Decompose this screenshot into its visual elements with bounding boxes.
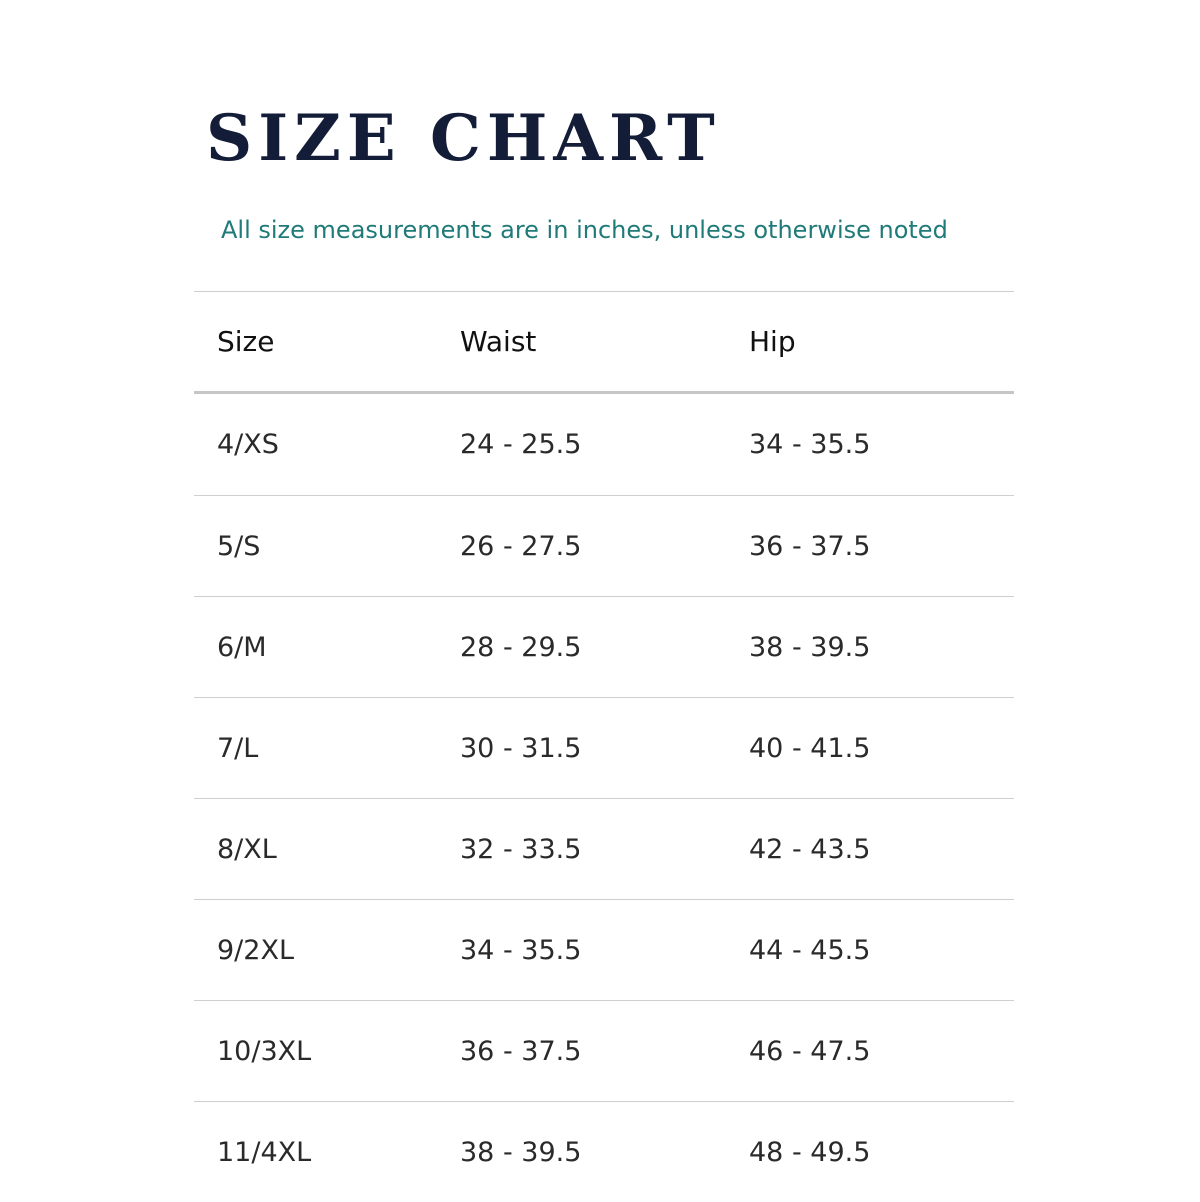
- table-row: [194, 798, 1014, 899]
- size-table: [194, 291, 1014, 1202]
- column-header-size: Size: [217, 325, 275, 358]
- table-header-row: [194, 291, 1014, 394]
- size-cell: 10/3XL: [217, 1035, 312, 1067]
- waist-cell: 24 - 25.5: [460, 429, 582, 460]
- hip-cell: 46 - 47.5: [749, 1035, 871, 1067]
- waist-cell: 30 - 31.5: [460, 732, 582, 764]
- waist-cell: 36 - 37.5: [460, 1035, 582, 1067]
- hip-cell: 34 - 35.5: [749, 429, 871, 460]
- waist-cell: 32 - 33.5: [460, 833, 582, 865]
- size-cell: 5/S: [217, 530, 261, 562]
- table-row: [194, 1000, 1014, 1101]
- column-header-hip: Hip: [749, 325, 796, 358]
- waist-cell: 38 - 39.5: [460, 1136, 582, 1168]
- hip-cell: 48 - 49.5: [749, 1136, 871, 1168]
- size-cell: 8/XL: [217, 833, 277, 865]
- table-row: [194, 1101, 1014, 1202]
- units-note: All size measurements are in inches, unless otherwise noted: [221, 216, 948, 244]
- table-row: [194, 394, 1014, 495]
- waist-cell: 28 - 29.5: [460, 631, 582, 663]
- size-cell: 11/4XL: [217, 1136, 312, 1168]
- page-title: SIZE CHART: [206, 101, 721, 176]
- size-cell: 6/M: [217, 631, 267, 663]
- size-cell: 4/XS: [217, 429, 279, 460]
- table-row: [194, 899, 1014, 1000]
- hip-cell: 44 - 45.5: [749, 934, 871, 966]
- size-cell: 9/2XL: [217, 934, 294, 966]
- size-cell: 7/L: [217, 732, 259, 764]
- waist-cell: 26 - 27.5: [460, 530, 582, 562]
- hip-cell: 42 - 43.5: [749, 833, 871, 865]
- table-row: [194, 697, 1014, 798]
- column-header-waist: Waist: [460, 325, 537, 358]
- table-row: [194, 495, 1014, 596]
- waist-cell: 34 - 35.5: [460, 934, 582, 966]
- hip-cell: 38 - 39.5: [749, 631, 871, 663]
- hip-cell: 36 - 37.5: [749, 530, 871, 562]
- hip-cell: 40 - 41.5: [749, 732, 871, 764]
- table-row: [194, 596, 1014, 697]
